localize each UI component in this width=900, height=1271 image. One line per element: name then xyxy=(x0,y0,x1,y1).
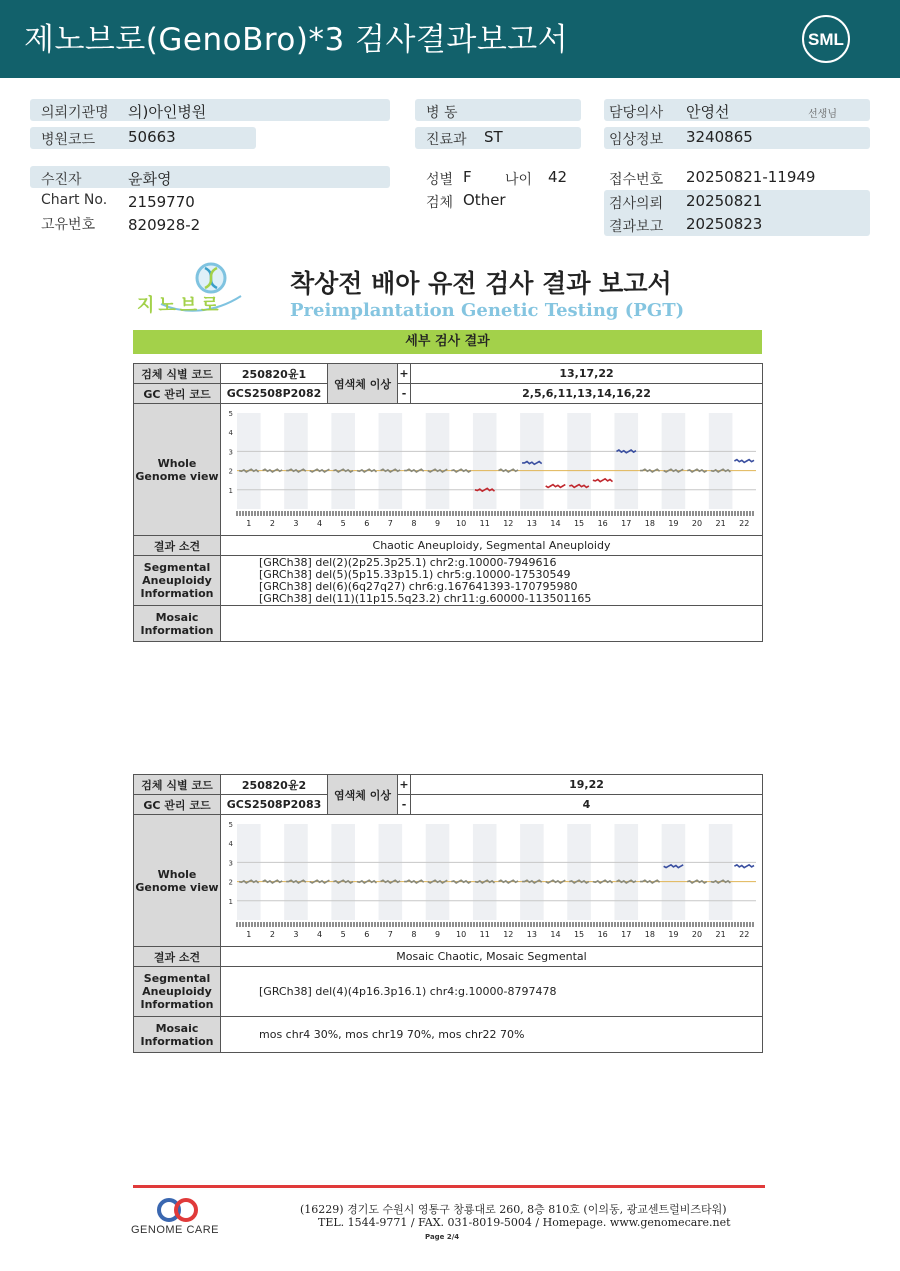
specimen-code-label: 검체 식별 코드 xyxy=(134,364,221,384)
chromosome-band xyxy=(709,413,733,509)
chromosome-band xyxy=(237,824,261,920)
mosaic-label: Mosaic Information xyxy=(134,1017,221,1053)
genobro-logo-text: 지노브로 xyxy=(137,295,223,316)
hospital-value: 의)아인병원 xyxy=(128,103,207,121)
copy-number-segment xyxy=(357,469,377,472)
footer-address: (16229) 경기도 수원시 영통구 창룡대로 260, 8층 810호 (이의동, 광교센트럴비즈타워) xyxy=(300,1203,727,1216)
sml-logo-text: SML xyxy=(808,30,844,49)
x-tick-label: 10 xyxy=(456,929,467,939)
chromosome-band xyxy=(237,413,261,509)
gain-value: 19,22 xyxy=(411,775,763,795)
x-tick-label: 15 xyxy=(573,518,585,528)
x-tick-label: 15 xyxy=(573,929,585,939)
mosaic-value: mos chr4 30%, mos chr19 70%, mos chr22 70% xyxy=(221,1017,763,1053)
x-tick-label: 21 xyxy=(715,929,726,939)
x-tick-label: 3 xyxy=(293,518,299,528)
patient-label: 수진자 xyxy=(41,172,82,188)
uid-label: 고유번호 xyxy=(41,217,96,233)
footer-rule xyxy=(133,1185,765,1188)
patient-row-bg xyxy=(30,166,390,188)
x-tick-label: 21 xyxy=(715,518,726,528)
doctor-suffix: 선생님 xyxy=(808,109,837,120)
section-bar: 세부 검사 결과 xyxy=(133,330,762,354)
chromosome-band xyxy=(567,824,591,920)
y-tick-label: 5 xyxy=(228,409,233,418)
segmental-line: [GRCh38] del(6)(6q27q27) chr6:g.167641393-170795980 xyxy=(259,579,578,593)
chromosome-band xyxy=(520,413,544,509)
copy-number-segment xyxy=(593,478,613,481)
chromosome-band xyxy=(473,824,497,920)
hospital-label: 의뢰기관명 xyxy=(41,105,109,121)
x-tick-label: 18 xyxy=(644,929,655,939)
x-tick-label: 6 xyxy=(364,929,370,939)
y-tick-label: 3 xyxy=(228,858,233,867)
mosaic-label: Mosaic Information xyxy=(134,606,221,642)
x-tick-label: 19 xyxy=(668,929,679,939)
x-tick-label: 8 xyxy=(411,929,417,939)
footer-contact: TEL. 1544-9771 / FAX. 031-8019-5004 / Homepage. www.genomecare.net xyxy=(318,1216,731,1229)
segmental-line: [GRCh38] del(5)(5p15.33p15.1) chr5:g.10000-17530549 xyxy=(259,567,571,581)
chromosome-band xyxy=(614,824,638,920)
whole-genome-label: Whole Genome view xyxy=(134,815,221,947)
page-number: Page 2/4 xyxy=(425,1233,460,1241)
segmental-line: [GRCh38] del(2)(2p25.3p25.1) chr2:g.10000-7949616 xyxy=(259,555,557,569)
receipt-value: 20250821-11949 xyxy=(686,168,816,186)
x-tick-label: 13 xyxy=(526,929,537,939)
gain-sign: + xyxy=(398,364,411,384)
x-tick-label: 7 xyxy=(387,929,393,939)
request-value: 20250821 xyxy=(686,192,763,210)
chromosome-band xyxy=(426,824,450,920)
x-tick-label: 16 xyxy=(597,929,608,939)
x-tick-label: 12 xyxy=(503,518,514,528)
x-tick-label: 5 xyxy=(340,929,346,939)
sml-logo xyxy=(801,14,851,64)
genome-care-logo xyxy=(153,1197,203,1223)
loss-sign: - xyxy=(398,384,411,404)
abnormal-label: 염색체 이상 xyxy=(328,364,398,404)
chromosome-band xyxy=(662,413,686,509)
x-tick-label: 22 xyxy=(739,518,750,528)
x-tick-label: 8 xyxy=(411,518,417,528)
code-value: 50663 xyxy=(128,128,176,146)
x-tick-label: 2 xyxy=(269,929,275,939)
clinical-value: 3240865 xyxy=(686,128,753,146)
x-tick-label: 9 xyxy=(434,518,441,528)
segmental-label: Segmental Aneuploidy Information xyxy=(134,967,221,1017)
sex-value: F xyxy=(463,168,472,186)
copy-number-segment xyxy=(593,880,613,883)
copy-number-segment xyxy=(546,484,566,487)
gc-code-value: GCS2508P2082 xyxy=(221,384,328,404)
chromosome-band xyxy=(567,413,591,509)
report-header xyxy=(0,0,900,78)
dept-label: 진료과 xyxy=(426,132,467,148)
x-tick-label: 22 xyxy=(739,929,750,939)
gc-code-label: GC 관리 코드 xyxy=(134,384,221,404)
segmental-label: Segmental Aneuploidy Information xyxy=(134,556,221,606)
x-tick-label: 3 xyxy=(293,929,299,939)
finding-label: 결과 소견 xyxy=(134,947,221,967)
x-tick-label: 9 xyxy=(434,929,441,939)
whole-genome-label: Whole Genome view xyxy=(134,404,221,536)
x-tick-label: 11 xyxy=(479,518,490,528)
x-tick-label: 6 xyxy=(364,518,370,528)
gain-value: 13,17,22 xyxy=(411,364,763,384)
x-tick-label: 4 xyxy=(317,518,323,528)
uid-value: 820928-2 xyxy=(128,216,201,234)
specimen-value: Other xyxy=(463,191,506,209)
report-label: 결과보고 xyxy=(609,219,664,235)
chromosome-band xyxy=(379,413,403,509)
doctor-label: 담당의사 xyxy=(609,105,664,121)
copy-number-segment xyxy=(734,864,754,867)
pgt-title: 착상전 배아 유전 검사 결과 보고서 xyxy=(290,269,672,298)
specimen-code-value: 250820윤2 xyxy=(221,775,328,795)
chromosome-band xyxy=(709,824,733,920)
x-tick-label: 1 xyxy=(246,518,252,528)
genome-chart-cell xyxy=(221,404,763,536)
code-label: 병원코드 xyxy=(41,132,96,148)
genome-chart-2 xyxy=(221,816,761,946)
abnormal-label: 염색체 이상 xyxy=(328,775,398,815)
segmental-line: [GRCh38] del(4)(4p16.3p16.1) chr4:g.10000-8797478 xyxy=(221,967,763,1017)
genome-care-name: GENOME CARE xyxy=(131,1224,220,1236)
x-tick-label: 12 xyxy=(503,929,514,939)
y-tick-label: 4 xyxy=(228,839,233,848)
x-tick-label: 7 xyxy=(387,518,393,528)
loss-value: 4 xyxy=(411,795,763,815)
loss-value: 2,5,6,11,13,14,16,22 xyxy=(411,384,763,404)
specimen-code-value: 250820윤1 xyxy=(221,364,328,384)
specimen-code-label: 검체 식별 코드 xyxy=(134,775,221,795)
request-label: 검사의뢰 xyxy=(609,196,664,212)
y-tick-label: 2 xyxy=(228,878,233,887)
x-tick-label: 19 xyxy=(668,518,679,528)
clinical-label: 임상정보 xyxy=(609,132,664,148)
chromosome-band xyxy=(331,413,355,509)
y-tick-label: 1 xyxy=(228,897,233,906)
gc-code-value: GCS2508P2083 xyxy=(221,795,328,815)
report-title: 제노브로(GenoBro)*3 검사결과보고서 xyxy=(24,22,569,58)
ward-label: 병 동 xyxy=(426,105,458,121)
x-tick-label: 1 xyxy=(246,929,252,939)
gc-code-label: GC 관리 코드 xyxy=(134,795,221,815)
x-tick-label: 5 xyxy=(340,518,346,528)
finding-value: Chaotic Aneuploidy, Segmental Aneuploidy xyxy=(221,536,763,556)
segmental-line: [GRCh38] del(11)(11p15.5q23.2) chr11:g.60000-113501165 xyxy=(259,591,592,605)
chart-label: Chart No. xyxy=(41,192,108,208)
chromosome-band xyxy=(284,824,308,920)
pgt-subtitle: Preimplantation Genetic Testing (PGT) xyxy=(290,300,685,321)
gain-sign: + xyxy=(398,775,411,795)
specimen-label: 검체 xyxy=(426,195,454,211)
chart-value: 2159770 xyxy=(128,193,195,211)
x-tick-label: 10 xyxy=(456,518,467,528)
copy-number-segment xyxy=(357,880,377,883)
x-tick-label: 2 xyxy=(269,518,275,528)
genome-chart-1 xyxy=(221,405,761,535)
chromosome-band xyxy=(426,413,450,509)
x-tick-label: 11 xyxy=(479,929,490,939)
genobro-logo xyxy=(133,256,248,316)
x-tick-label: 4 xyxy=(317,929,323,939)
receipt-label: 접수번호 xyxy=(609,172,664,188)
chromosome-band xyxy=(284,413,308,509)
chromosome-band xyxy=(473,413,497,509)
y-tick-label: 3 xyxy=(228,447,233,456)
sex-label: 성별 xyxy=(426,172,454,188)
chromosome-band xyxy=(520,824,544,920)
x-tick-label: 16 xyxy=(597,518,608,528)
result-table-1 xyxy=(133,363,763,642)
loss-sign: - xyxy=(398,795,411,815)
x-tick-label: 14 xyxy=(550,929,561,939)
y-tick-label: 2 xyxy=(228,467,233,476)
report-value: 20250823 xyxy=(686,215,763,233)
finding-value: Mosaic Chaotic, Mosaic Segmental xyxy=(221,947,763,967)
finding-label: 결과 소견 xyxy=(134,536,221,556)
patient-value: 윤화영 xyxy=(128,170,172,188)
x-tick-label: 13 xyxy=(526,518,537,528)
dept-value: ST xyxy=(484,128,503,146)
x-tick-label: 20 xyxy=(691,518,703,528)
chromosome-band xyxy=(331,824,355,920)
chromosome-band xyxy=(614,413,638,509)
x-tick-label: 20 xyxy=(691,929,703,939)
copy-number-segment xyxy=(734,459,754,462)
y-tick-label: 5 xyxy=(228,820,233,829)
x-tick-label: 14 xyxy=(550,518,561,528)
genome-chart-cell xyxy=(221,815,763,947)
y-tick-label: 4 xyxy=(228,428,233,437)
doctor-value: 안영선 xyxy=(686,103,730,121)
y-tick-label: 1 xyxy=(228,486,233,495)
x-tick-label: 17 xyxy=(621,518,632,528)
chromosome-band xyxy=(662,824,686,920)
x-tick-label: 17 xyxy=(621,929,632,939)
mosaic-value xyxy=(221,606,763,642)
x-tick-label: 18 xyxy=(644,518,655,528)
segmental-list xyxy=(221,556,763,606)
result-table-2 xyxy=(133,774,763,1053)
age-label: 나이 xyxy=(505,172,533,188)
chromosome-band xyxy=(379,824,403,920)
age-value: 42 xyxy=(548,168,568,186)
